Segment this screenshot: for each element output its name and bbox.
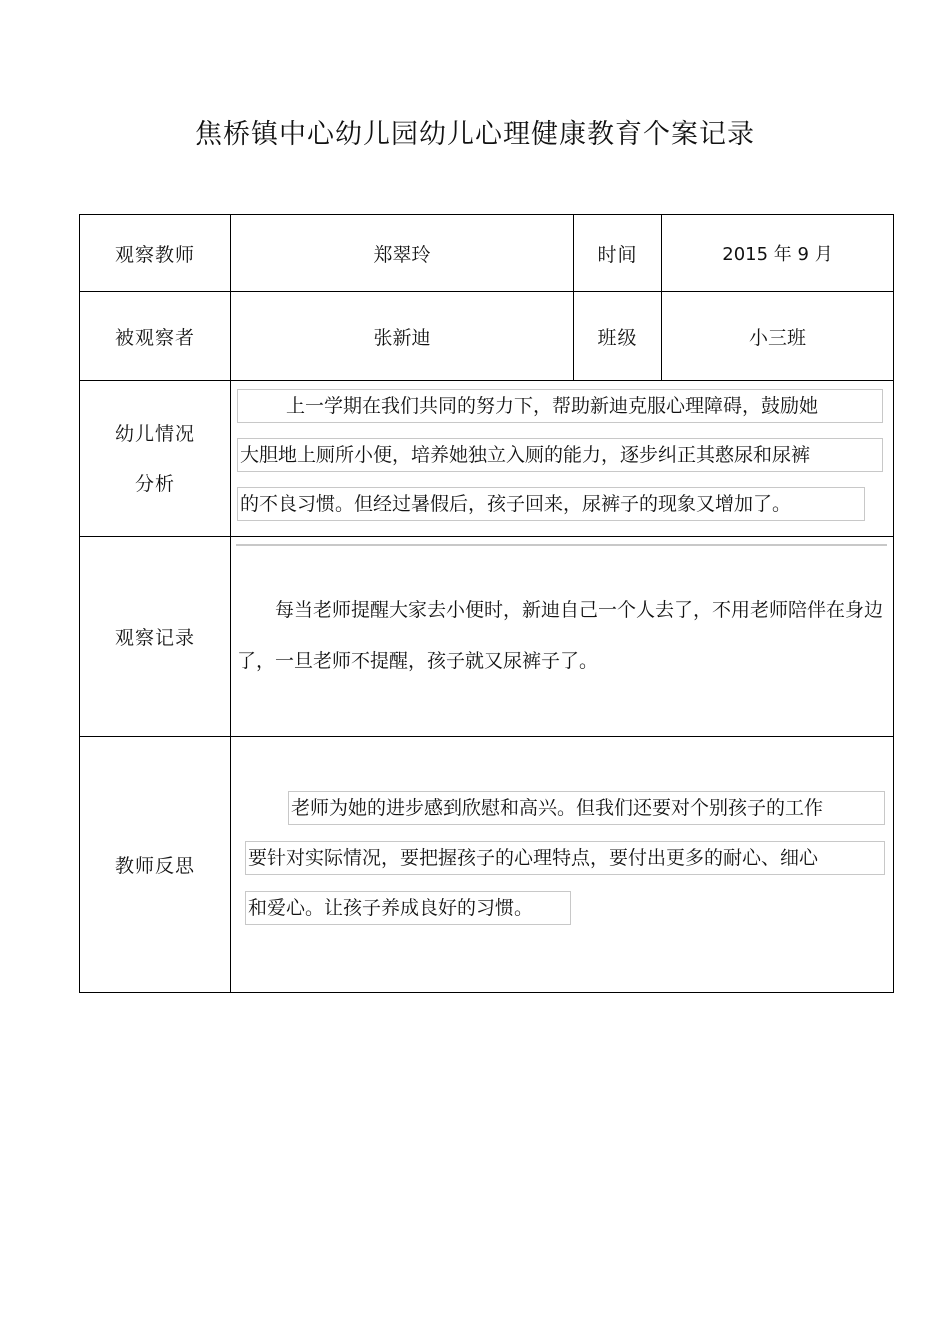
time-label-cell	[574, 215, 662, 292]
document-title: 焦桥镇中心幼儿园幼儿心理健康教育个案记录	[195, 119, 755, 150]
reflection-line: 要针对实际情况，要把握孩子的心理特点，要付出更多的耐心、细心	[245, 841, 885, 875]
observer-label-cell	[80, 215, 231, 292]
analysis-line: 上一学期在我们共同的努力下，帮助新迪克服心理障碍，鼓励她	[237, 389, 883, 423]
observer-label: 观察教师	[114, 243, 195, 266]
observation-frame	[236, 544, 887, 546]
analysis-line: 大胆地上厕所小便，培养她独立入厕的能力，逐步纠正其憨尿和尿裤	[237, 438, 883, 472]
subject-value: 张新迪	[373, 326, 431, 349]
reflection-line: 老师为她的进步感到欣慰和高兴。但我们还要对个别孩子的工作	[288, 791, 885, 825]
observer-value-cell	[231, 215, 574, 292]
analysis-label-cell	[80, 381, 231, 537]
row-analysis	[80, 381, 894, 537]
subject-value-cell	[231, 292, 574, 381]
class-label: 班级	[597, 326, 638, 349]
analysis-line: 的不良习惯。但经过暑假后，孩子回来，尿裤子的现象又增加了。	[237, 487, 865, 521]
record-table	[79, 214, 894, 993]
class-value-cell	[662, 292, 894, 381]
analysis-content-cell	[231, 381, 894, 537]
class-label-cell	[574, 292, 662, 381]
row-subject	[80, 292, 894, 381]
analysis-label	[115, 409, 195, 509]
reflection-label-cell	[80, 737, 231, 993]
class-value: 小三班	[748, 326, 806, 349]
observation-label-cell	[80, 537, 231, 737]
time-value-cell	[662, 215, 894, 292]
reflection-line: 和爱心。让孩子养成良好的习惯。	[245, 891, 571, 925]
analysis-label-line1: 幼儿情况	[114, 422, 195, 445]
row-reflection	[80, 737, 894, 993]
subject-label: 被观察者	[114, 326, 195, 349]
time-label: 时间	[597, 243, 638, 266]
subject-label-cell	[80, 292, 231, 381]
row-observer	[80, 215, 894, 292]
time-value: 2015 年 9 月	[722, 244, 833, 265]
reflection-content-cell	[231, 737, 894, 993]
observation-text: 每当老师提醒大家去小便时，新迪自己一个人去了，不用老师陪伴在身边了，一旦老师不提醒，孩子就又尿裤子了。	[237, 599, 884, 672]
reflection-label: 教师反思	[114, 855, 195, 877]
observer-value: 郑翠玲	[373, 243, 431, 266]
observation-content-cell	[231, 537, 894, 737]
observation-label: 观察记录	[114, 627, 195, 649]
analysis-label-line2: 分析	[134, 472, 175, 495]
row-observation	[80, 537, 894, 737]
